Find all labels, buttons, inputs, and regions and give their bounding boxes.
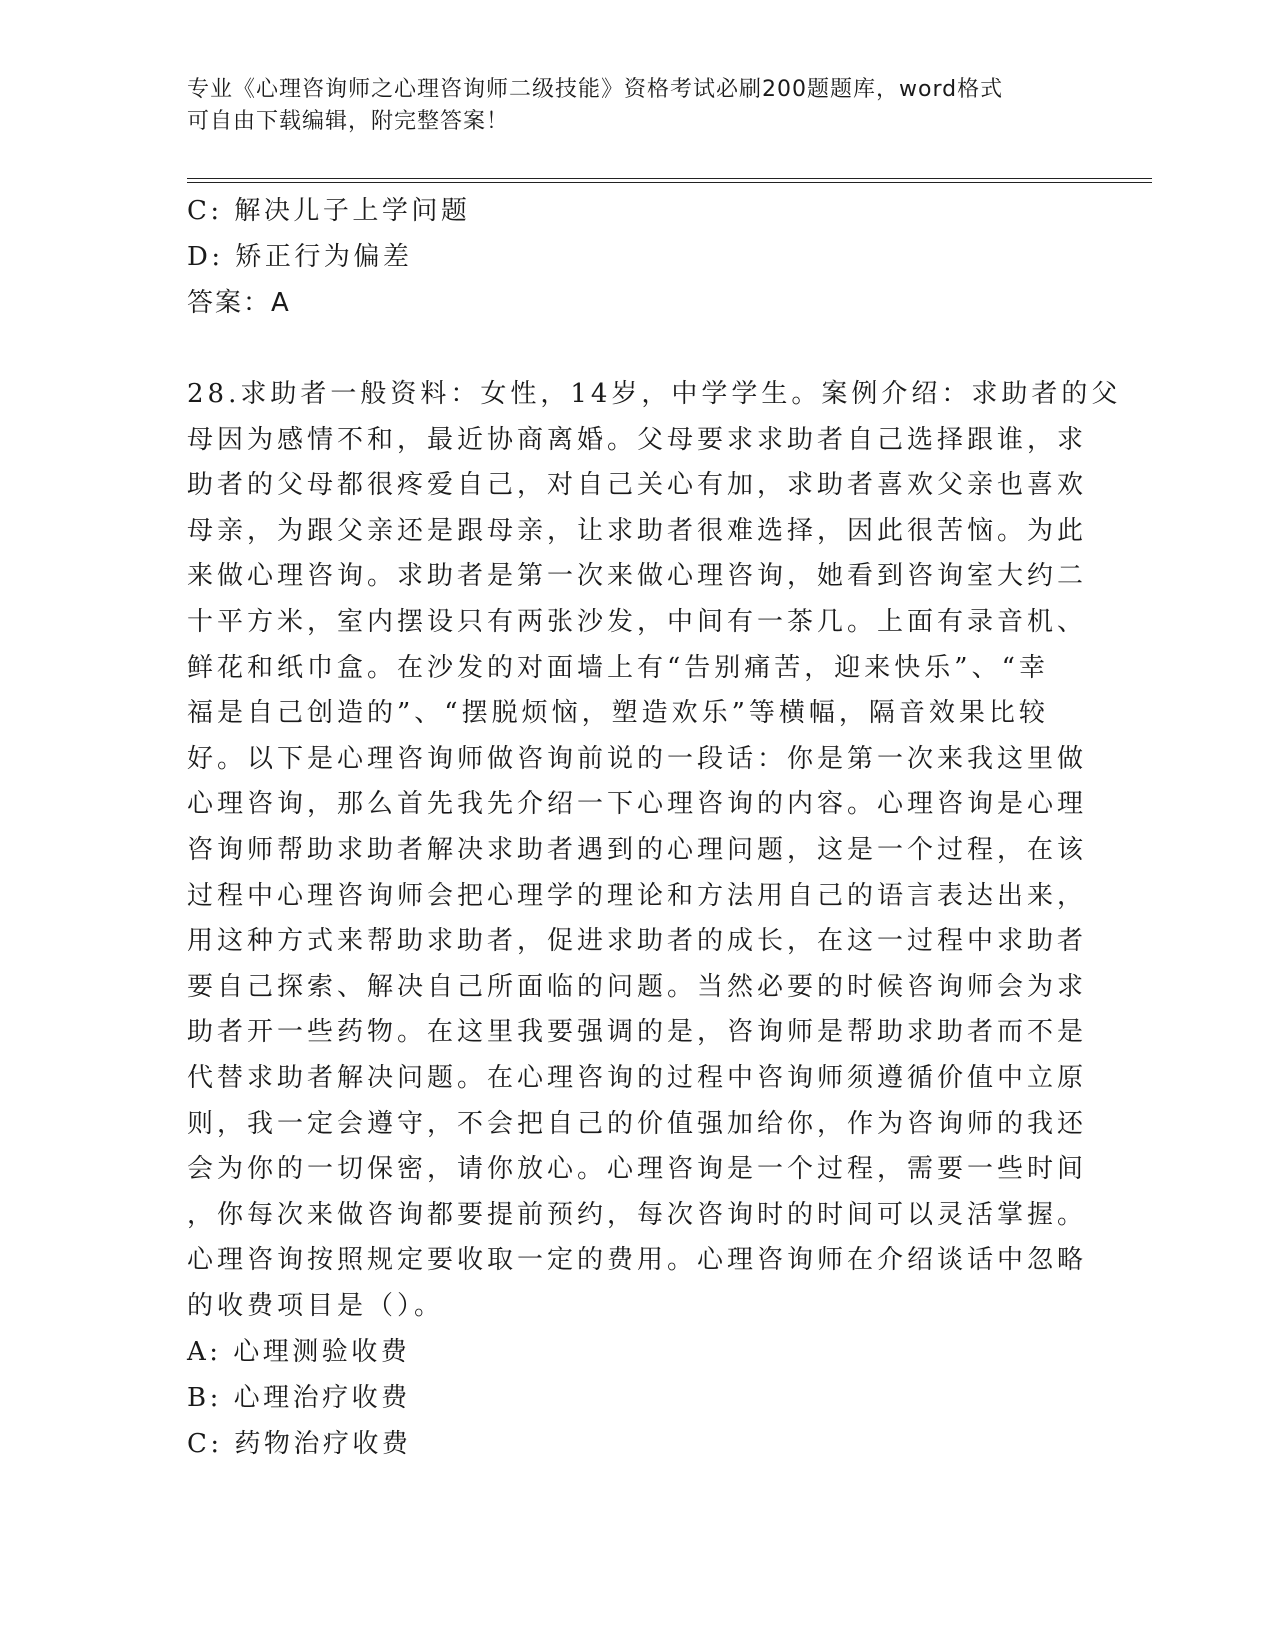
question-line: ，你每次来做咨询都要提前预约，每次咨询时的时间可以灵活掌握。 [187, 1199, 1088, 1230]
question-line: 来做心理咨询。求助者是第一次来做心理咨询，她看到咨询室大约二 [187, 561, 1088, 592]
question-line: 过程中心理咨询师会把心理学的理论和方法用自己的语言表达出来， [187, 880, 1088, 911]
question-line: 鲜花和纸巾盒。在沙发的对面墙上有“告别痛苦，迎来快乐”、“幸 [187, 652, 1049, 683]
option-b: B: 心理治疗收费 [187, 1383, 411, 1414]
question-line: 福是自己创造的”、“摆脱烦恼，塑造欢乐”等横幅，隔音效果比较 [187, 698, 1049, 729]
question-line: 的收费项目是（）。 [187, 1290, 445, 1321]
answer-prev: 答案：A [187, 288, 291, 318]
question-line: 母因为感情不和，最近协商离婚。父母要求求助者自己选择跟谁，求 [187, 424, 1088, 455]
header-divider [187, 178, 1152, 183]
question-line: 要自己探索、解决自己所面临的问题。当然必要的时候咨询师会为求 [187, 971, 1088, 1002]
option-d-prev: D: 矫正行为偏差 [187, 242, 413, 272]
question-line: 咨询师帮助求助者解决求助者遇到的心理问题，这是一个过程，在该 [187, 834, 1088, 865]
question-line: 代替求助者解决问题。在心理咨询的过程中咨询师须遵循价值中立原 [187, 1062, 1088, 1093]
question-line: 助者的父母都很疼爱自己，对自己关心有加，求助者喜欢父亲也喜欢 [187, 470, 1088, 501]
question-line: 心理咨询，那么首先我先介绍一下心理咨询的内容。心理咨询是心理 [187, 789, 1088, 820]
question-line: 十平方米，室内摆设只有两张沙发，中间有一茶几。上面有录音机、 [187, 606, 1088, 637]
question-line: 则，我一定会遵守，不会把自己的价值强加给你，作为咨询师的我还 [187, 1108, 1088, 1139]
option-c-prev: C: 解决儿子上学问题 [187, 196, 471, 226]
question-line: 助者开一些药物。在这里我要强调的是，咨询师是帮助求助者而不是 [187, 1017, 1088, 1048]
document-body [187, 188, 1122, 1467]
option-c: C: 药物治疗收费 [187, 1429, 412, 1460]
question-line: 母亲，为跟父亲还是跟母亲，让求助者很难选择，因此很苦恼。为此 [187, 515, 1088, 546]
spacer [187, 326, 1087, 372]
header-line-2: 可自由下载编辑，附完整答案！ [187, 109, 510, 134]
question-line: 好。以下是心理咨询师做咨询前说的一段话：你是第一次来我这里做 [187, 743, 1088, 774]
question-line: 会为你的一切保密，请你放心。心理咨询是一个过程，需要一些时间 [187, 1154, 1088, 1185]
option-a: A: 心理测验收费 [187, 1337, 411, 1368]
question-28-options [187, 1329, 1087, 1467]
question-line: 用这种方式来帮助求助者，促进求助者的成长，在这一过程中求助者 [187, 926, 1088, 957]
header-line-1: 专业《心理咨询师之心理咨询师二级技能》资格考试必刷200题题库，word格式 [187, 77, 1004, 102]
question-line: 28.求助者一般资料：女性，14岁，中学学生。案例介绍：求助者的父 [187, 379, 1122, 409]
document-header [187, 74, 1087, 138]
question-28 [187, 372, 1122, 1329]
question-line: 心理咨询按照规定要收取一定的费用。心理咨询师在介绍谈话中忽略 [187, 1245, 1088, 1276]
